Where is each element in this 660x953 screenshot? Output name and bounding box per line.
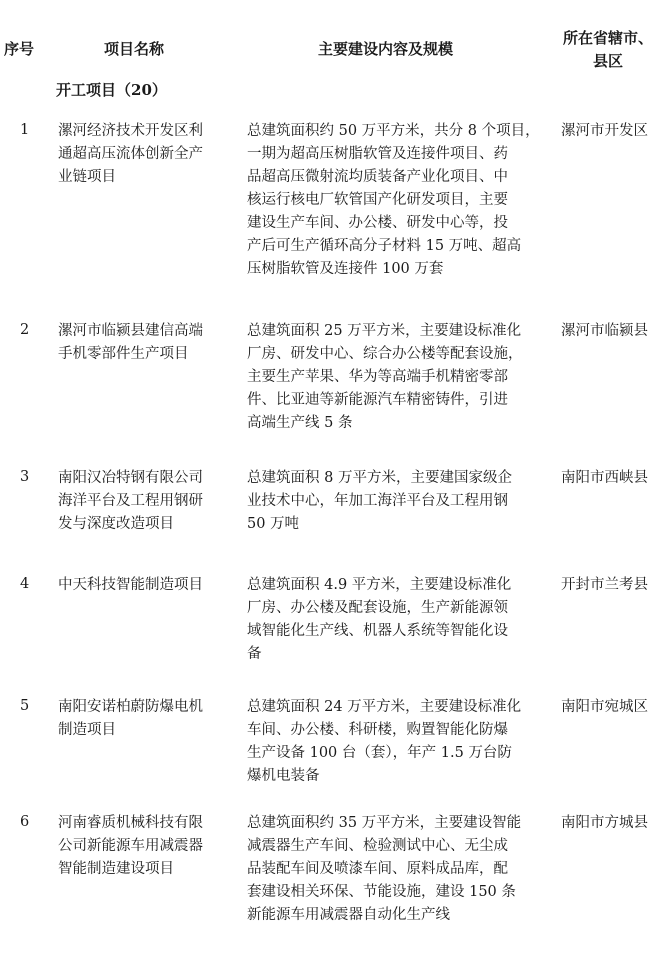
row-name: 河南睿质机械科技有限 公司新能源车用减震器 智能制造建设项目 bbox=[58, 815, 203, 877]
row-content: 总建筑面积约 35 万平方米，主要建设智能 减震器生产车间、检验测试中心、无尘成 品装配车间及喷漆车间、原料成品库，配 套建设相关环保、节能设施，建设 150 条 新能源车用减震器自动化生产线 bbox=[247, 815, 522, 923]
header-no: 序号 bbox=[4, 40, 35, 58]
row-location: 南阳市宛城区 bbox=[561, 699, 648, 715]
row-no: 6 bbox=[20, 814, 30, 830]
section-title: 开工项目（20） bbox=[56, 81, 167, 99]
row-location: 南阳市西峡县 bbox=[561, 470, 648, 486]
row-content: 总建筑面积 24 万平方米，主要建设标准化 车间、办公楼、科研楼，购置智能化防爆 生产设备 100 台（套），年产 1.5 万台防 爆机电装备 bbox=[247, 699, 522, 784]
row-no: 5 bbox=[20, 698, 30, 714]
row-no: 3 bbox=[20, 469, 30, 485]
row-name: 漯河市临颍县建信高端 手机零部件生产项目 bbox=[58, 323, 203, 362]
row-location: 漯河市开发区 bbox=[561, 123, 648, 139]
row-name: 漯河经济技术开发区利 通超高压流体创新全产 业链项目 bbox=[58, 123, 203, 185]
row-location: 南阳市方城县 bbox=[561, 815, 648, 831]
row-no: 1 bbox=[20, 122, 30, 138]
row-name: 中天科技智能制造项目 bbox=[58, 577, 203, 593]
row-location: 漯河市临颍县 bbox=[561, 323, 648, 339]
header-name: 项目名称 bbox=[104, 40, 165, 58]
row-name: 南阳汉冶特钢有限公司 海洋平台及工程用钢研 发与深度改造项目 bbox=[58, 470, 203, 532]
row-location: 开封市兰考县 bbox=[561, 577, 648, 593]
row-content: 总建筑面积 8 万平方米，主要建国家级企 业技术中心，年加工海洋平台及工程用钢 50 万吨 bbox=[247, 470, 512, 532]
header-content: 主要建设内容及规模 bbox=[318, 40, 454, 58]
row-no: 4 bbox=[20, 576, 30, 592]
row-no: 2 bbox=[20, 322, 30, 338]
row-content: 总建筑面积约 50 万平方米，共分 8 个项目， 一期为超高压树脂软管及连接件项目、药 品超高压微射流均质装备产业化项目、中 核运行核电厂软管国产化研发项目，主要 建设生产车间、办公楼、研发中心等，投 产后可生产循环高分子材料 15 万吨、超高 压树脂软管及连接件 100 万套 bbox=[247, 123, 540, 277]
row-name: 南阳安诺柏蔚防爆电机 制造项目 bbox=[58, 699, 203, 738]
row-content: 总建筑面积 4.9 平方米，主要建设标准化 厂房、办公楼及配套设施，生产新能源领 域智能化生产线、机器人系统等智能化设 备 bbox=[247, 577, 512, 662]
header-location: 所在省辖市、 县区 bbox=[562, 29, 653, 70]
row-content: 总建筑面积 25 万平方米，主要建设标准化 厂房、研发中心、综合办公楼等配套设施， 主要生产苹果、华为等高端手机精密零部 件、比亚迪等新能源汽车精密铸件，引进 高端生产线 5 条 bbox=[247, 323, 523, 431]
